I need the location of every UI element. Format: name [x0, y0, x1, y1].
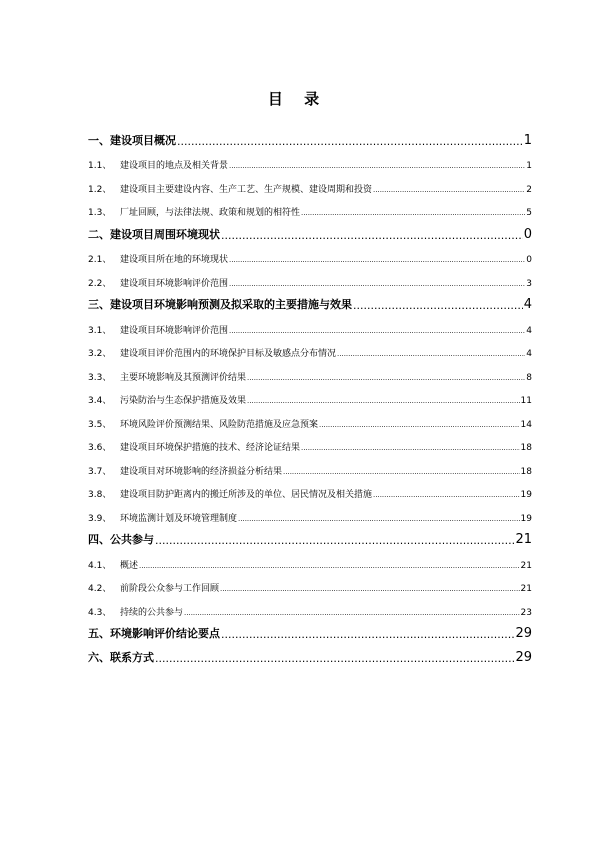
toc-dot-leader: [229, 255, 525, 265]
toc-section-entry[interactable]: [88, 171, 532, 195]
toc-section-entry[interactable]: [88, 383, 532, 407]
toc-entry-number: 3.6、: [88, 443, 112, 453]
toc-page-number: 11: [520, 396, 532, 406]
toc-page-number: 18: [520, 443, 532, 453]
toc-section-entry[interactable]: [88, 265, 532, 289]
toc-dot-leader: [229, 161, 525, 171]
toc-section-entry[interactable]: [88, 430, 532, 454]
toc-entry-number: 1.2、: [88, 184, 112, 195]
toc-page-number: 14: [520, 419, 532, 430]
toc-entry-number: 3.2、: [88, 349, 112, 359]
toc-dot-leader: [177, 135, 523, 148]
toc-entry-number: 3.3、: [88, 372, 112, 383]
toc-dot-leader: [155, 652, 514, 665]
toc-chapter-entry[interactable]: [88, 618, 532, 642]
toc-entry-title: 建设项目所在地的环境现状: [120, 255, 229, 265]
toc-page-number: 1: [523, 132, 532, 148]
toc-entry-title: 概述: [120, 560, 139, 571]
toc-dot-leader: [155, 534, 514, 547]
toc-page-number: 1: [526, 161, 532, 171]
toc-page-number: 0: [523, 226, 532, 242]
toc-dot-leader: [220, 584, 520, 594]
toc-section-entry[interactable]: [88, 500, 532, 524]
toc-page-number: 29: [515, 626, 532, 641]
toc-page-number: 5: [526, 208, 532, 218]
toc-entry-title: 主要环境影响及其预测评价结果: [120, 372, 247, 383]
toc-entry-number: 三、: [88, 298, 110, 311]
toc-entry-number: 4.1、: [88, 560, 112, 571]
toc-entry-number: 3.1、: [88, 325, 112, 336]
toc-page-number: 29: [515, 649, 532, 665]
toc-section-entry[interactable]: [88, 195, 532, 219]
toc-entry-title: 联系方式: [110, 650, 154, 664]
toc-entry-number: 3.5、: [88, 419, 112, 430]
toc-entry-number: 3.7、: [88, 466, 112, 477]
toc-section-entry[interactable]: [88, 453, 532, 477]
toc-page-number: 21: [520, 584, 532, 594]
toc-dot-leader: [221, 628, 514, 641]
toc-chapter-entry[interactable]: [88, 641, 532, 665]
toc-page-number: 19: [520, 490, 532, 500]
toc-section-entry[interactable]: [88, 336, 532, 360]
toc-entry-number: 1.1、: [88, 161, 112, 171]
toc-dot-leader: [337, 349, 525, 359]
toc-entry-number: 二、: [88, 227, 110, 241]
toc-section-entry[interactable]: [88, 148, 532, 172]
toc-entry-title: 环境影响评价结论要点: [110, 627, 220, 640]
toc-page-number: 21: [515, 532, 532, 547]
toc-entry-title: 建设项目环境影响评价范围: [120, 325, 229, 336]
toc-entry-title: 环境监测计划及环境管理制度: [120, 513, 238, 524]
toc-chapter-entry[interactable]: [88, 524, 532, 548]
toc-entry-title: 建设项目概况: [110, 133, 176, 147]
toc-entry-number: 六、: [88, 650, 110, 664]
toc-entry-title: 厂址回顾，与法律法规、政策和规划的相符性: [120, 208, 301, 218]
toc-dot-leader: [238, 514, 520, 524]
toc-dot-leader: [353, 299, 523, 312]
toc-entry-number: 四、: [88, 533, 110, 546]
toc-dot-leader: [319, 420, 520, 430]
toc-section-entry[interactable]: [88, 477, 532, 501]
toc-dot-leader: [247, 396, 520, 406]
toc-dot-leader: [247, 373, 525, 383]
toc-entry-title: 建设项目的地点及相关背景: [120, 161, 229, 171]
toc-entry-number: 3.4、: [88, 396, 112, 406]
toc-page-number: 4: [526, 349, 532, 359]
toc-entry-number: 3.9、: [88, 513, 112, 524]
toc-entry-number: 五、: [88, 627, 110, 640]
toc-page-number: 2: [526, 184, 532, 195]
toc-entry-title: 环境风险评价预测结果、风险防范措施及应急预案: [120, 419, 319, 430]
toc-entry-title: 持续的公共参与: [120, 607, 184, 618]
toc-chapter-entry[interactable]: [88, 218, 532, 242]
toc-chapter-entry[interactable]: [88, 289, 532, 313]
toc-page-number: 23: [520, 607, 532, 618]
toc-dot-leader: [229, 279, 525, 289]
toc-dot-leader: [229, 326, 525, 336]
toc-section-entry[interactable]: [88, 406, 532, 430]
toc-page-number: 19: [520, 513, 532, 524]
toc-entry-title: 建设项目防护距离内的搬迁所涉及的单位、居民情况及相关措施: [120, 490, 373, 500]
toc-page-number: 21: [520, 560, 532, 571]
toc-entry-title: 污染防治与生态保护措施及效果: [120, 396, 247, 406]
toc-section-entry[interactable]: [88, 547, 532, 571]
toc-dot-leader: [184, 608, 520, 618]
toc-entry-title: 建设项目对环境影响的经济损益分析结果: [120, 466, 283, 477]
toc-section-entry[interactable]: [88, 242, 532, 266]
toc-page-number: 4: [526, 325, 532, 336]
toc-entry-number: 3.8、: [88, 490, 112, 500]
toc-page-number: 0: [526, 255, 532, 265]
toc-dot-leader: [283, 467, 520, 477]
toc-section-entry[interactable]: [88, 594, 532, 618]
toc-dot-leader: [221, 229, 523, 242]
toc-entry-title: 建设项目环境影响评价范围: [120, 278, 229, 289]
toc-dot-leader: [301, 443, 520, 453]
toc-entry-number: 一、: [88, 133, 110, 147]
toc-entry-number: 4.2、: [88, 584, 112, 594]
toc-dot-leader: [373, 185, 525, 195]
toc-page-number: 4: [523, 297, 532, 312]
toc-entry-number: 2.1、: [88, 255, 112, 265]
toc-entry-number: 4.3、: [88, 607, 112, 618]
toc-entry-title: 建设项目评价范围内的环境保护目标及敏感点分布情况: [120, 349, 337, 359]
toc-dot-leader: [139, 561, 520, 571]
toc-entry-title: 建设项目主要建设内容、生产工艺、生产规模、建设周期和投资: [120, 184, 373, 195]
toc-entry-title: 前阶段公众参与工作回顾: [120, 584, 220, 594]
toc-page-number: 18: [520, 466, 532, 477]
toc-dot-leader: [301, 208, 525, 218]
toc-dot-leader: [373, 490, 520, 500]
toc-entry-title: 公共参与: [110, 533, 154, 546]
toc-page-number: 8: [526, 372, 532, 383]
toc-entry-title: 建设项目周围环境现状: [110, 227, 220, 241]
toc-entry-title: 建设项目环境影响预测及拟采取的主要措施与效果: [110, 298, 352, 311]
toc-chapter-entry[interactable]: [88, 124, 532, 148]
page-title: 目 录: [267, 90, 328, 108]
toc-page-number: 3: [526, 278, 532, 289]
toc-entry-number: 2.2、: [88, 278, 112, 289]
table-of-contents: [88, 124, 532, 665]
toc-entry-title: 建设项目环境保护措施的技术、经济论证结果: [120, 443, 301, 453]
toc-section-entry[interactable]: [88, 571, 532, 595]
toc-entry-number: 1.3、: [88, 208, 112, 218]
toc-section-entry[interactable]: [88, 359, 532, 383]
toc-section-entry[interactable]: [88, 312, 532, 336]
